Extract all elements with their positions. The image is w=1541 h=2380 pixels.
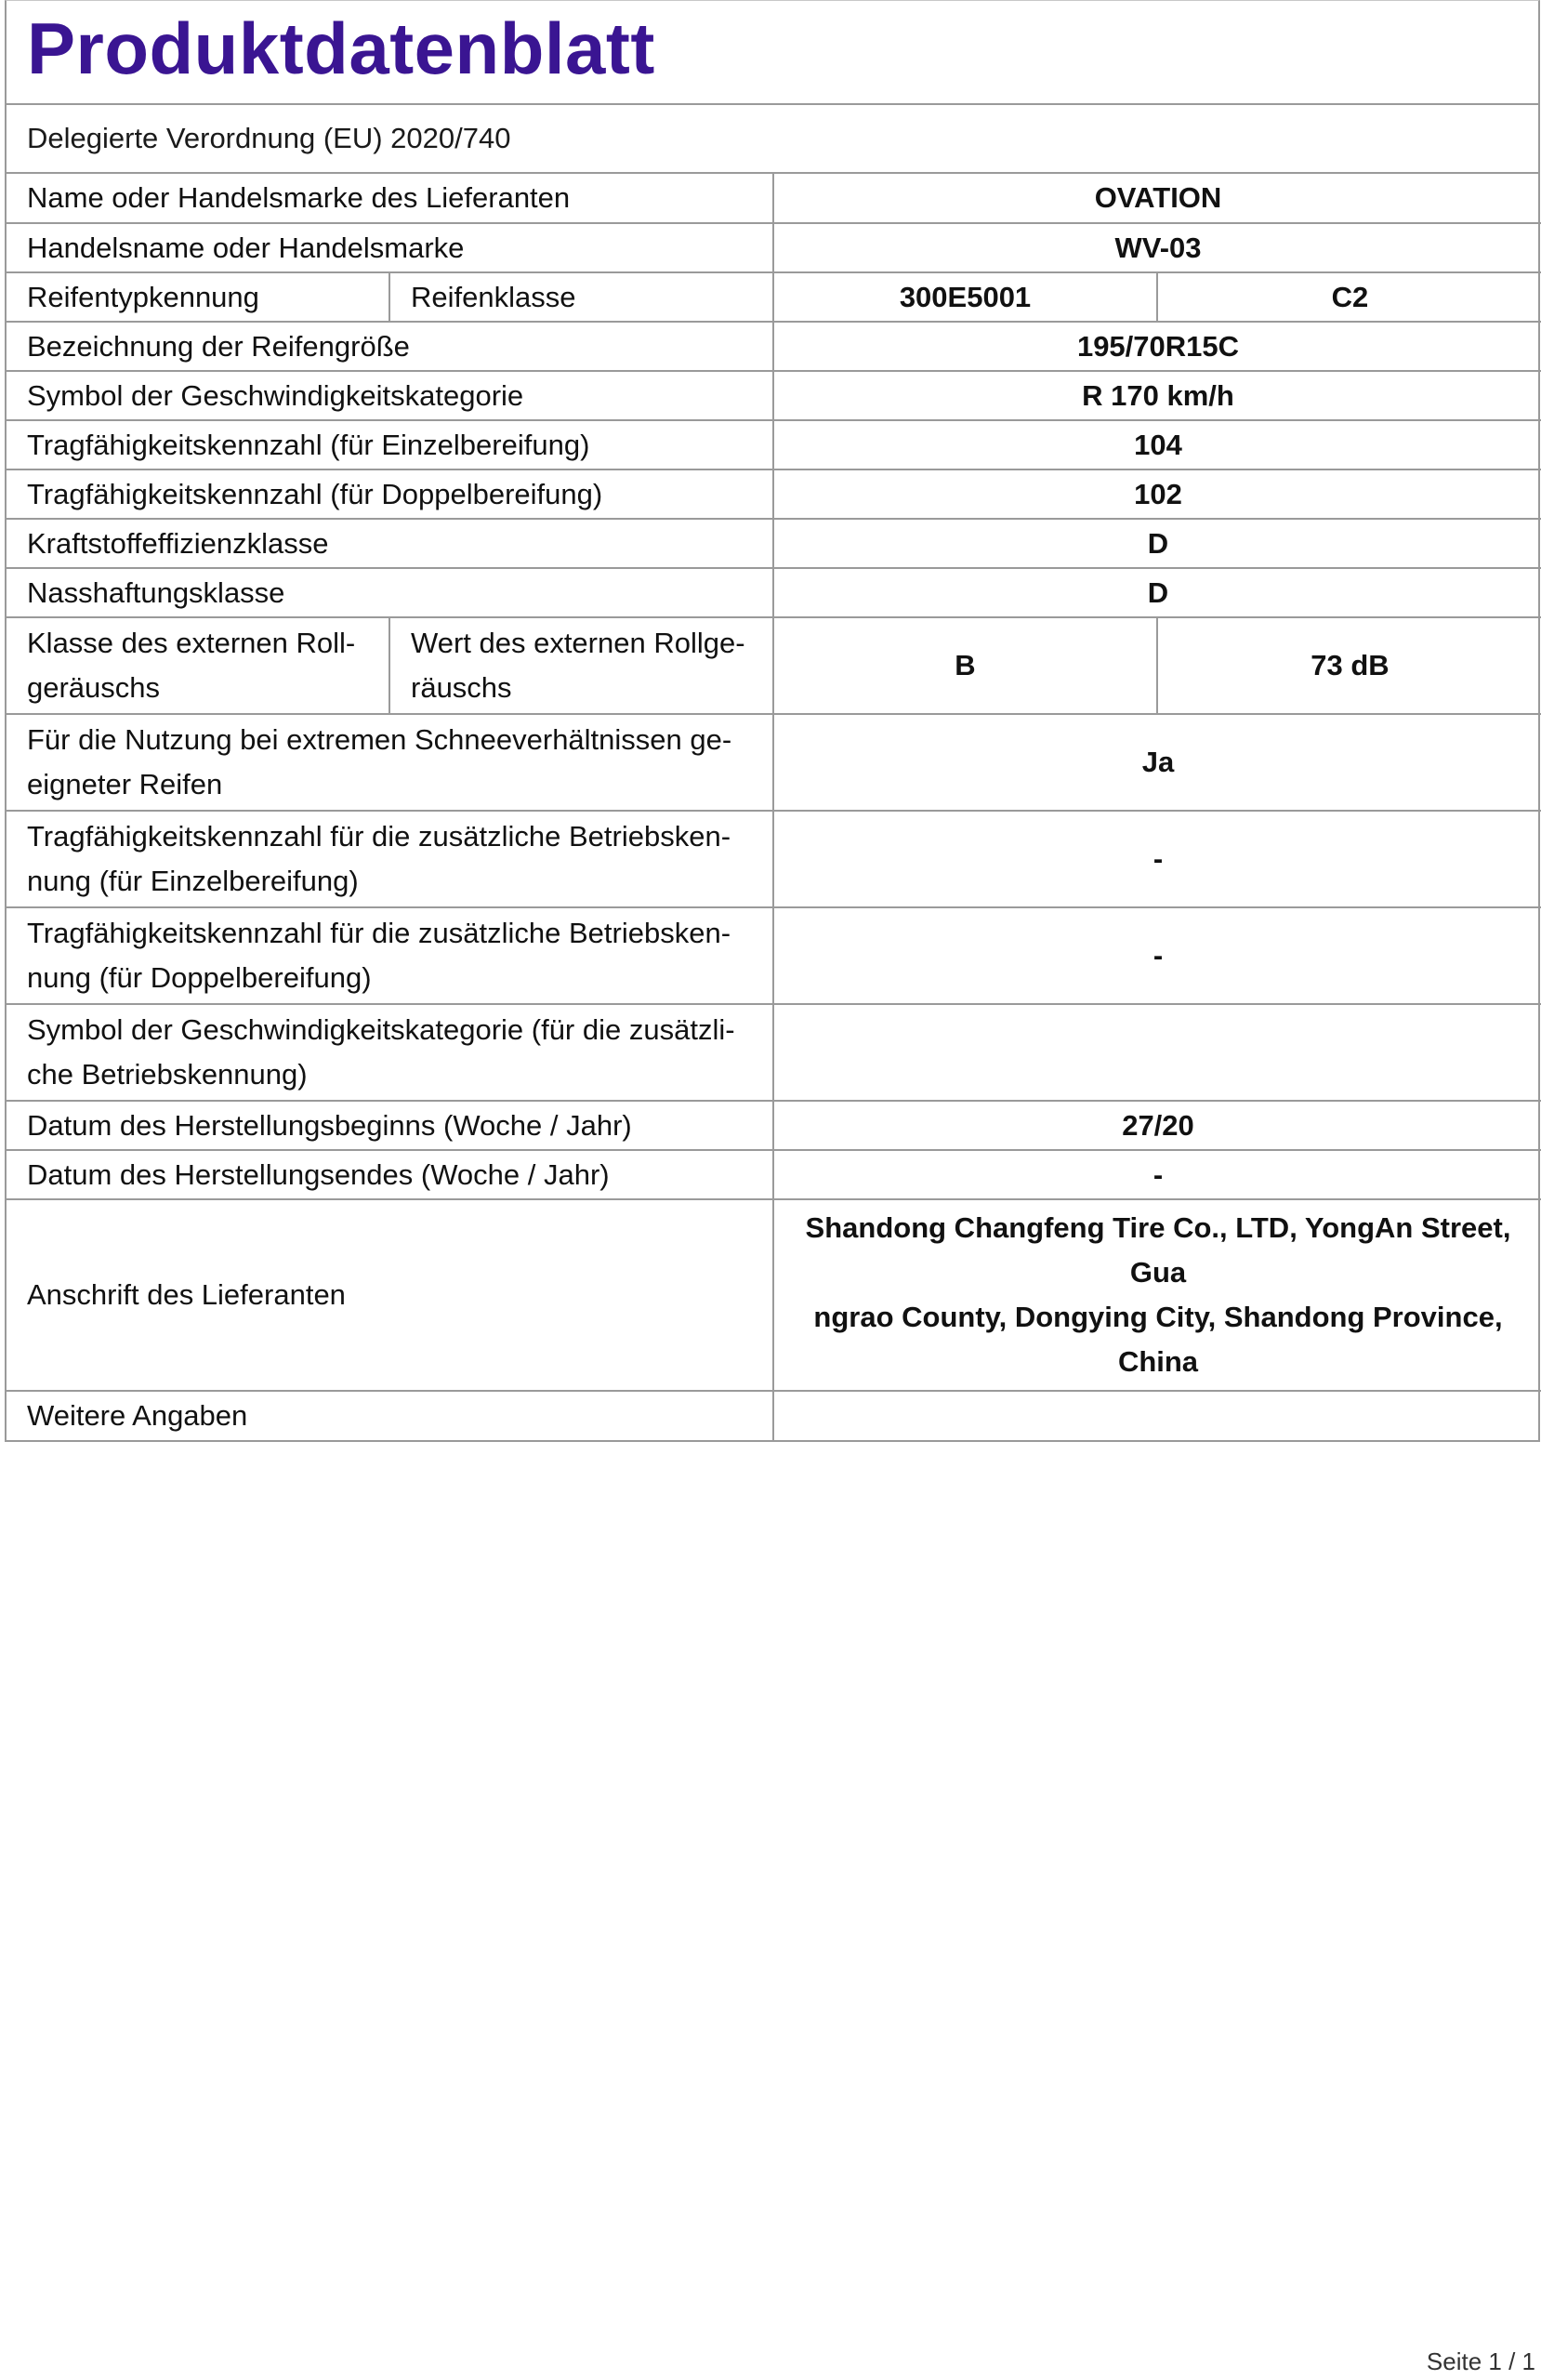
row-value: -: [773, 907, 1541, 1004]
page-title: Produktdatenblatt: [27, 7, 655, 89]
row-label: Tragfähigkeitskennzahl (für Doppelbereifung): [7, 469, 773, 519]
label-line: Wert des externen Rollge-: [411, 627, 745, 659]
row-label: Anschrift des Lieferanten: [7, 1199, 773, 1391]
row-value: C2: [1157, 272, 1541, 322]
row-label: Nasshaftungsklasse: [7, 568, 773, 617]
row-value: WV-03: [773, 223, 1541, 272]
page-number: Seite 1 / 1: [1426, 2347, 1535, 2375]
label-line: nung (für Doppelbereifung): [27, 961, 372, 994]
row-value: [773, 1391, 1541, 1440]
row-label: [7, 714, 773, 811]
table-row: [7, 811, 1541, 907]
row-label: [7, 907, 773, 1004]
product-data-sheet: [5, 0, 1540, 1442]
row-value: 27/20: [773, 1101, 1541, 1150]
row-label: Tragfähigkeitskennzahl (für Einzelbereifung): [7, 420, 773, 469]
subtitle-row: [7, 105, 1538, 174]
row-label: Symbol der Geschwindigkeitskategorie: [7, 371, 773, 420]
table-row: [7, 371, 1541, 420]
row-value: 73 dB: [1157, 617, 1541, 714]
row-label: Reifenklasse: [389, 272, 773, 322]
label-line: eigneter Reifen: [27, 768, 223, 800]
row-label: [389, 617, 773, 714]
row-value: 104: [773, 420, 1541, 469]
row-label: [7, 811, 773, 907]
row-value: -: [773, 1150, 1541, 1199]
table-row: [7, 174, 1541, 223]
label-line: nung (für Einzelbereifung): [27, 865, 359, 897]
address-line: Shandong Changfeng Tire Co., LTD, YongAn Street, Gua: [805, 1211, 1511, 1289]
row-value: D: [773, 568, 1541, 617]
label-line: Für die Nutzung bei extremen Schneeverhältnissen ge-: [27, 723, 732, 756]
row-label: Datum des Herstellungsendes (Woche / Jahr): [7, 1150, 773, 1199]
table-row: [7, 519, 1541, 568]
row-value: 300E5001: [773, 272, 1157, 322]
table-row: [7, 617, 1541, 714]
row-label: Bezeichnung der Reifengröße: [7, 322, 773, 371]
row-value: -: [773, 811, 1541, 907]
table-row: [7, 714, 1541, 811]
row-value: 195/70R15C: [773, 322, 1541, 371]
row-value: OVATION: [773, 174, 1541, 223]
table-row: [7, 272, 1541, 322]
row-value: D: [773, 519, 1541, 568]
table-row: [7, 1150, 1541, 1199]
data-table: [7, 174, 1541, 1440]
row-value: R 170 km/h: [773, 371, 1541, 420]
table-row: [7, 1391, 1541, 1440]
row-label: Reifentypkennung: [7, 272, 389, 322]
table-row: [7, 223, 1541, 272]
row-value: [773, 1004, 1541, 1101]
row-label: Kraftstoffeffizienzklasse: [7, 519, 773, 568]
label-line: geräuschs: [27, 671, 161, 704]
label-line: che Betriebskennung): [27, 1058, 308, 1091]
row-value: 102: [773, 469, 1541, 519]
label-line: Tragfähigkeitskennzahl für die zusätzliche Betriebsken-: [27, 917, 731, 949]
table-row: [7, 420, 1541, 469]
table-row: [7, 1101, 1541, 1150]
supplier-address: [773, 1199, 1541, 1391]
row-label: [7, 617, 389, 714]
table-row: [7, 322, 1541, 371]
address-line: ngrao County, Dongying City, Shandong Province, China: [813, 1301, 1503, 1378]
label-line: Tragfähigkeitskennzahl für die zusätzliche Betriebsken-: [27, 820, 731, 853]
label-line: Klasse des externen Roll-: [27, 627, 356, 659]
table-row: [7, 568, 1541, 617]
table-row: [7, 907, 1541, 1004]
row-label: Weitere Angaben: [7, 1391, 773, 1440]
row-label: [7, 1004, 773, 1101]
row-value: B: [773, 617, 1157, 714]
label-line: räuschs: [411, 671, 512, 704]
table-row: [7, 1199, 1541, 1391]
row-label: Datum des Herstellungsbeginns (Woche / Jahr): [7, 1101, 773, 1150]
row-label: Name oder Handelsmarke des Lieferanten: [27, 181, 571, 214]
title-row: [7, 1, 1538, 105]
row-value: Ja: [773, 714, 1541, 811]
table-row: [7, 1004, 1541, 1101]
row-label: Handelsname oder Handelsmarke: [7, 223, 773, 272]
regulation-subtitle: Delegierte Verordnung (EU) 2020/740: [27, 122, 511, 154]
label-line: Symbol der Geschwindigkeitskategorie (für die zusätzli-: [27, 1013, 735, 1046]
table-row: [7, 469, 1541, 519]
